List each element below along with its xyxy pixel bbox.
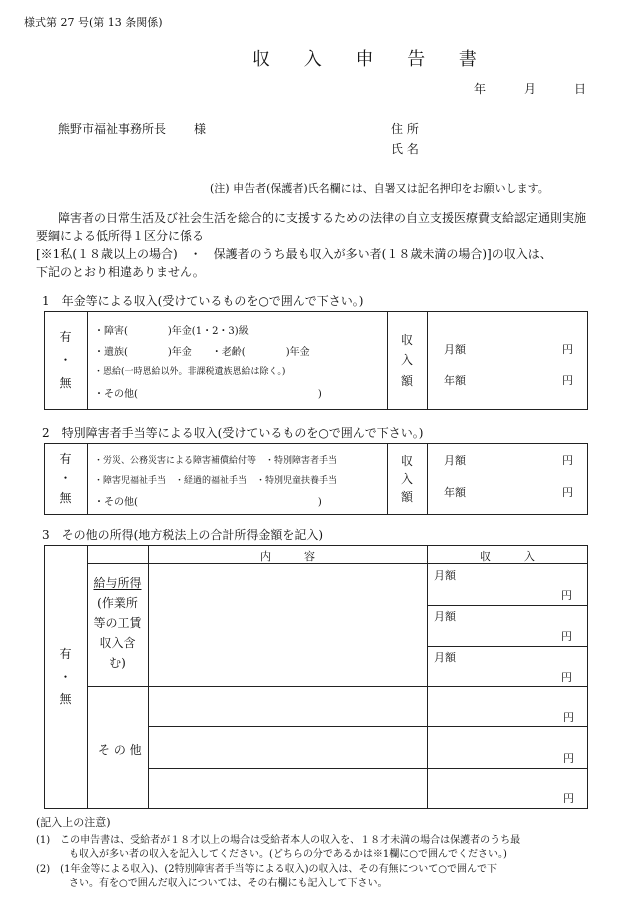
section3-heading: 3 その他の所得(地方税法上の合計所得金額を記入) (42, 528, 324, 542)
section3-presence[interactable]: 有 ・ 無 (44, 545, 87, 809)
name-label: 氏 名 (391, 142, 419, 156)
salary-income-label: 給与所得 (作業所 等の工賃 収入含 む) (93, 576, 142, 670)
section1-yearly-label: 年額 (444, 374, 466, 387)
section3-col-income: 収 入 (480, 550, 535, 563)
salary-row2-yen: 円 (561, 630, 572, 643)
other-income-label: そ の 他 (98, 743, 142, 757)
section2-item-2[interactable]: ・障害児福祉手当 ・経過的福祉手当 ・特別児童扶養手当 (94, 476, 338, 486)
section1-item-disability-pension[interactable]: ・障害( )年金(1・2・3)級 (94, 326, 249, 337)
section1-monthly-yen: 円 (562, 343, 573, 356)
section1-no: 無 (59, 375, 72, 390)
date-day[interactable]: 日 (574, 82, 587, 96)
form-number: 様式第 27 号(第 13 条関係) (24, 16, 163, 29)
section1-monthly-label: 月額 (444, 343, 466, 356)
section2-presence[interactable]: 有 ・ 無 (44, 443, 87, 515)
note-2-line-2: さい。有を○で囲んだ収入については、その右欄にも記入して下さい。 (69, 878, 388, 889)
salary-row3-yen: 円 (561, 671, 572, 684)
addressee-honorific: 様 (194, 122, 207, 136)
section2-monthly-label: 月額 (444, 454, 466, 467)
note-1-line-2: も収入が多い者の収入を記入してください。(どちらの分であるかは※1欄に○で囲んでください。) (69, 849, 507, 860)
salary-row3-monthly: 月額 (434, 651, 456, 664)
section2-item-other[interactable]: ・その他( ) (94, 497, 322, 508)
note-1-line-1: (1) この申告書は、受給者が１８才以上の場合は受給者本人の収入を、１８才未満の場合は保護者のうち最 (36, 835, 521, 846)
date-year[interactable]: 年 (474, 82, 487, 96)
date-month[interactable]: 月 (524, 82, 537, 96)
other-row1-yen: 円 (563, 711, 574, 724)
other-content-field[interactable] (149, 687, 426, 808)
section2-item-1[interactable]: ・労災、公務災害による障害補償給付等 ・特別障害者手当 (94, 456, 338, 466)
section1-item-other[interactable]: ・その他( ) (94, 389, 322, 400)
intro-line-3: [※1私(１８歳以上の場合) ・ 保護者のうち最も収入が多い者(１８歳未満の場合)]の収入は、 (36, 247, 552, 261)
intro-line-4: 下記のとおり相違ありません。 (36, 265, 205, 279)
address-label: 住 所 (391, 122, 419, 136)
other-row3-yen: 円 (563, 792, 574, 805)
signature-note: (注) 申告者(保護者)氏名欄には、自署又は記名押印をお願いします。 (210, 182, 549, 195)
page-title: 収 入 申 告 書 (252, 49, 491, 70)
section1-presence[interactable]: 有 ・ 無 (44, 311, 87, 410)
note-2-line-1: (2) (1年金等による収入)、(2特別障害者手当等による収入)の収入は、その有無について○で囲んで下 (36, 864, 498, 875)
salary-row1-monthly: 月額 (434, 569, 456, 582)
section1-income-label: 収 入 額 (400, 332, 413, 388)
notes-heading: (記入上の注意) (36, 816, 111, 829)
section1-yes: 有 (59, 330, 72, 345)
salary-content-field[interactable] (149, 564, 426, 685)
intro-line-1: 障害者の日常生活及び社会生活を総合的に支援するための法律の自立支援医療費支給認定通則実施 (58, 211, 587, 225)
section2-monthly-yen: 円 (562, 454, 573, 467)
section2-heading: 2 特別障害者手当等による収入(受けているものを○で囲んで下さい。) (42, 426, 424, 440)
section3-col-content: 内 容 (260, 550, 315, 563)
section1-item-survivor-pension[interactable]: ・遺族( )年金 ・老齢( )年金 (94, 347, 310, 358)
salary-row2-monthly: 月額 (434, 610, 456, 623)
section2-yearly-label: 年額 (444, 486, 466, 499)
section2-income-label: 収 入 額 (400, 454, 413, 504)
section1-heading: 1 年金等による収入(受けているものを○で囲んで下さい。) (42, 294, 364, 308)
addressee: 熊野市福祉事務所長 (58, 122, 167, 136)
section2-no: 無 (59, 490, 72, 505)
section2-yearly-yen: 円 (562, 486, 573, 499)
section3-yes: 有 (59, 646, 72, 661)
section3-no: 無 (59, 692, 72, 707)
intro-line-2: 要綱による低所得１区分に係る (36, 229, 205, 243)
section1-item-onkyu[interactable]: ・恩給(一時恩給以外。非課税遺族恩給は除く。) (94, 367, 286, 377)
section1-yearly-yen: 円 (562, 374, 573, 387)
salary-row1-yen: 円 (561, 589, 572, 602)
section2-yes: 有 (59, 452, 72, 467)
other-row2-yen: 円 (563, 752, 574, 765)
